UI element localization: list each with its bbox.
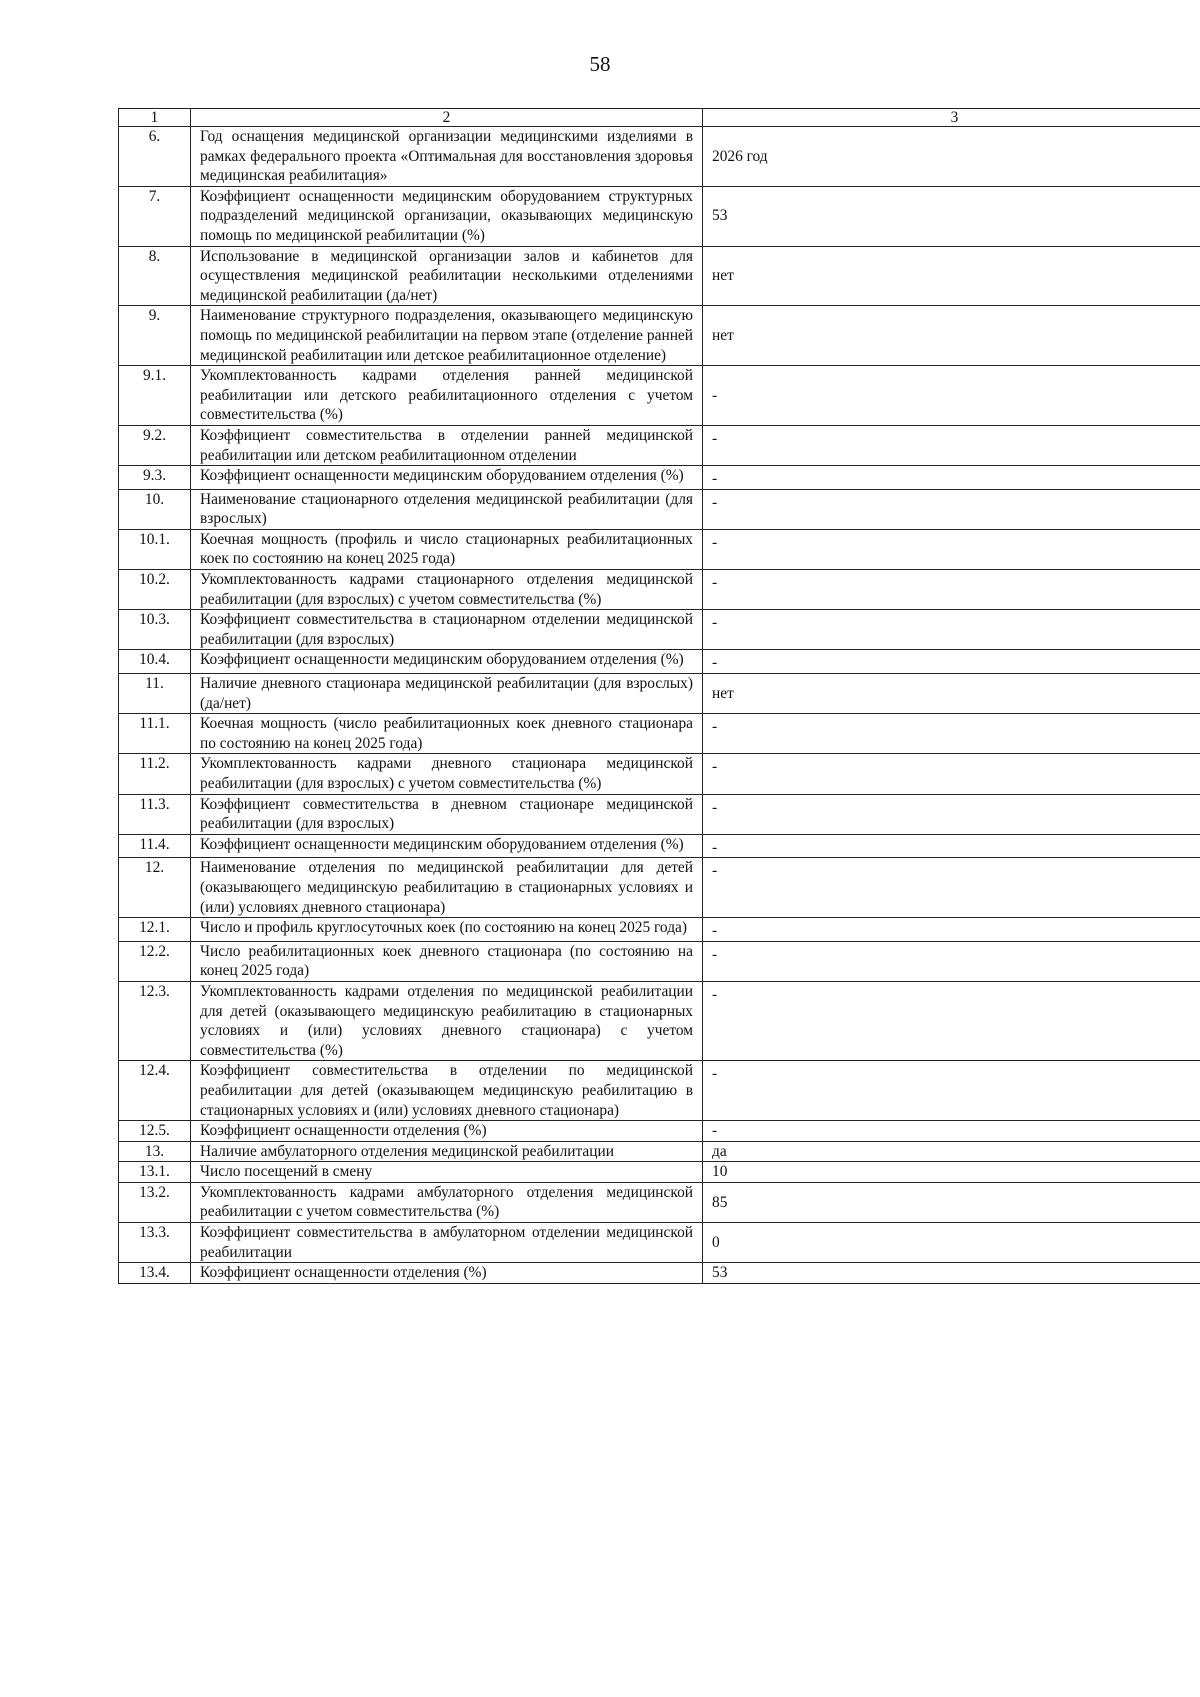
row-number-cell: 12.2.	[119, 941, 191, 981]
row-number-cell: 12.5.	[119, 1121, 191, 1142]
indicator-description-cell: Наименование отделения по медицинской реабилитации для детей (оказывающего медицинскую реабилитацию в стационарных условиях и (или) условиях дневного стационара)	[191, 858, 703, 918]
table-row	[119, 754, 1200, 794]
table-row	[119, 366, 1200, 426]
table-row	[119, 981, 1200, 1060]
indicator-value-cell: 53	[703, 186, 1200, 246]
indicator-description-cell: Использование в медицинской организации залов и кабинетов для осуществления медицинской реабилитации несколькими отделениями медицинской реабилитации (да/нет)	[191, 246, 703, 306]
indicator-description-cell: Коэффициент совместительства в дневном стационаре медицинской реабилитации (для взрослых)	[191, 794, 703, 834]
table-row	[119, 489, 1200, 529]
indicator-value-cell: -	[703, 714, 1200, 754]
indicator-description-cell: Коэффициент оснащенности медицинским оборудованием структурных подразделений медицинской организации, оказывающих медицинскую помощь по медицинской реабилитации (%)	[191, 186, 703, 246]
table-row	[119, 1263, 1200, 1284]
row-number-cell: 12.	[119, 858, 191, 918]
indicator-value-cell: -	[703, 489, 1200, 529]
indicator-description-cell: Коэффициент оснащенности медицинским оборудованием отделения (%)	[191, 466, 703, 490]
indicator-description-cell: Коечная мощность (профиль и число стационарных реабилитационных коек по состоянию на конец 2025 года)	[191, 529, 703, 569]
column-header-2: 2	[191, 109, 703, 127]
indicator-value-cell: -	[703, 941, 1200, 981]
indicator-description-cell: Коечная мощность (число реабилитационных коек дневного стационара по состоянию на конец 2025 года)	[191, 714, 703, 754]
indicator-description-cell: Число и профиль круглосуточных коек (по состоянию на конец 2025 года)	[191, 918, 703, 942]
row-number-cell: 9.	[119, 306, 191, 366]
indicator-description-cell: Наличие амбулаторного отделения медицинской реабилитации	[191, 1141, 703, 1162]
indicator-description-cell: Наличие дневного стационара медицинской реабилитации (для взрослых) (да/нет)	[191, 674, 703, 714]
table-row	[119, 246, 1200, 306]
table-row	[119, 1182, 1200, 1222]
indicator-description-cell: Укомплектованность кадрами стационарного отделения медицинской реабилитации (для взрослых) с учетом совместительства (%)	[191, 570, 703, 610]
column-header-1: 1	[119, 109, 191, 127]
table-body	[119, 109, 1200, 1284]
row-number-cell: 11.1.	[119, 714, 191, 754]
table-row	[119, 1162, 1200, 1183]
indicator-value-cell: -	[703, 858, 1200, 918]
indicator-description-cell: Укомплектованность кадрами амбулаторного отделения медицинской реабилитации с учетом совместительства (%)	[191, 1182, 703, 1222]
indicator-value-cell: -	[703, 1061, 1200, 1121]
table-row	[119, 1141, 1200, 1162]
indicator-value-cell: -	[703, 650, 1200, 674]
indicator-description-cell: Коэффициент оснащенности отделения (%)	[191, 1121, 703, 1142]
indicator-description-cell: Коэффициент совместительства в отделении по медицинской реабилитации для детей (оказывающем медицинскую реабилитацию в стационарных условиях и (или) условиях дневного стационара)	[191, 1061, 703, 1121]
row-number-cell: 12.4.	[119, 1061, 191, 1121]
table-header-row	[119, 109, 1200, 127]
indicator-description-cell: Коэффициент совместительства в отделении ранней медицинской реабилитации или детском реабилитационном отделении	[191, 425, 703, 465]
table-row	[119, 834, 1200, 858]
rehabilitation-data-table	[118, 108, 1200, 1284]
row-number-cell: 13.	[119, 1141, 191, 1162]
row-number-cell: 11.3.	[119, 794, 191, 834]
table-row	[119, 941, 1200, 981]
indicator-value-cell: нет	[703, 246, 1200, 306]
table-row	[119, 466, 1200, 490]
indicator-description-cell: Коэффициент оснащенности медицинским оборудованием отделения (%)	[191, 650, 703, 674]
indicator-description-cell: Число реабилитационных коек дневного стационара (по состоянию на конец 2025 года)	[191, 941, 703, 981]
table-row	[119, 1223, 1200, 1263]
table-row	[119, 1061, 1200, 1121]
table-row	[119, 425, 1200, 465]
indicator-value-cell: 53	[703, 1263, 1200, 1284]
table-row	[119, 186, 1200, 246]
indicator-value-cell: -	[703, 794, 1200, 834]
table-row	[119, 714, 1200, 754]
row-number-cell: 6.	[119, 127, 191, 187]
table-row	[119, 127, 1200, 187]
indicator-value-cell: -	[703, 366, 1200, 426]
row-number-cell: 13.1.	[119, 1162, 191, 1183]
indicator-value-cell: -	[703, 834, 1200, 858]
row-number-cell: 10.1.	[119, 529, 191, 569]
row-number-cell: 11.	[119, 674, 191, 714]
indicator-description-cell: Укомплектованность кадрами дневного стационара медицинской реабилитации (для взрослых) с учетом совместительства (%)	[191, 754, 703, 794]
row-number-cell: 10.3.	[119, 610, 191, 650]
indicator-value-cell: 2026 год	[703, 127, 1200, 187]
table-row	[119, 529, 1200, 569]
row-number-cell: 8.	[119, 246, 191, 306]
indicator-description-cell: Число посещений в смену	[191, 1162, 703, 1183]
row-number-cell: 12.3.	[119, 981, 191, 1060]
indicator-description-cell: Наименование стационарного отделения медицинской реабилитации (для взрослых)	[191, 489, 703, 529]
row-number-cell: 10.4.	[119, 650, 191, 674]
indicator-value-cell: -	[703, 466, 1200, 490]
table-row	[119, 674, 1200, 714]
row-number-cell: 9.2.	[119, 425, 191, 465]
indicator-value-cell: -	[703, 529, 1200, 569]
row-number-cell: 13.2.	[119, 1182, 191, 1222]
table-row	[119, 570, 1200, 610]
indicator-value-cell: нет	[703, 306, 1200, 366]
row-number-cell: 9.1.	[119, 366, 191, 426]
row-number-cell: 10.	[119, 489, 191, 529]
column-header-3: 3	[703, 109, 1200, 127]
table-row	[119, 1121, 1200, 1142]
table-row	[119, 610, 1200, 650]
table-row	[119, 306, 1200, 366]
indicator-description-cell: Укомплектованность кадрами отделения по медицинской реабилитации для детей (оказывающего медицинскую реабилитацию в стационарных условиях и (или) условиях дневного стационара) с учетом совместительства (%)	[191, 981, 703, 1060]
row-number-cell: 7.	[119, 186, 191, 246]
indicator-description-cell: Укомплектованность кадрами отделения ранней медицинской реабилитации или детского реабилитационного отделения с учетом совместительства (%)	[191, 366, 703, 426]
indicator-description-cell: Коэффициент оснащенности отделения (%)	[191, 1263, 703, 1284]
row-number-cell: 11.4.	[119, 834, 191, 858]
indicator-value-cell: 85	[703, 1182, 1200, 1222]
page-number: 58	[589, 52, 611, 76]
table-row	[119, 918, 1200, 942]
row-number-cell: 9.3.	[119, 466, 191, 490]
row-number-cell: 13.3.	[119, 1223, 191, 1263]
indicator-value-cell: -	[703, 425, 1200, 465]
table-row	[119, 858, 1200, 918]
row-number-cell: 10.2.	[119, 570, 191, 610]
indicator-value-cell: -	[703, 981, 1200, 1060]
indicator-description-cell: Год оснащения медицинской организации медицинскими изделиями в рамках федерального проекта «Оптимальная для восстановления здоровья медицинская реабилитация»	[191, 127, 703, 187]
indicator-value-cell: нет	[703, 674, 1200, 714]
row-number-cell: 13.4.	[119, 1263, 191, 1284]
row-number-cell: 12.1.	[119, 918, 191, 942]
row-number-cell: 11.2.	[119, 754, 191, 794]
indicator-value-cell: -	[703, 570, 1200, 610]
indicator-description-cell: Наименование структурного подразделения, оказывающего медицинскую помощь по медицинской реабилитации на первом этапе (отделение ранней медицинской реабилитации или детское реабилитационное отделение)	[191, 306, 703, 366]
table-row	[119, 794, 1200, 834]
indicator-value-cell: -	[703, 918, 1200, 942]
indicator-value-cell: -	[703, 610, 1200, 650]
indicator-description-cell: Коэффициент оснащенности медицинским оборудованием отделения (%)	[191, 834, 703, 858]
indicator-description-cell: Коэффициент совместительства в амбулаторном отделении медицинской реабилитации	[191, 1223, 703, 1263]
indicator-value-cell: 10	[703, 1162, 1200, 1183]
indicator-value-cell: 0	[703, 1223, 1200, 1263]
indicator-value-cell: да	[703, 1141, 1200, 1162]
indicator-description-cell: Коэффициент совместительства в стационарном отделении медицинской реабилитации (для взрослых)	[191, 610, 703, 650]
indicator-value-cell: -	[703, 754, 1200, 794]
indicator-value-cell: -	[703, 1121, 1200, 1142]
table-row	[119, 650, 1200, 674]
